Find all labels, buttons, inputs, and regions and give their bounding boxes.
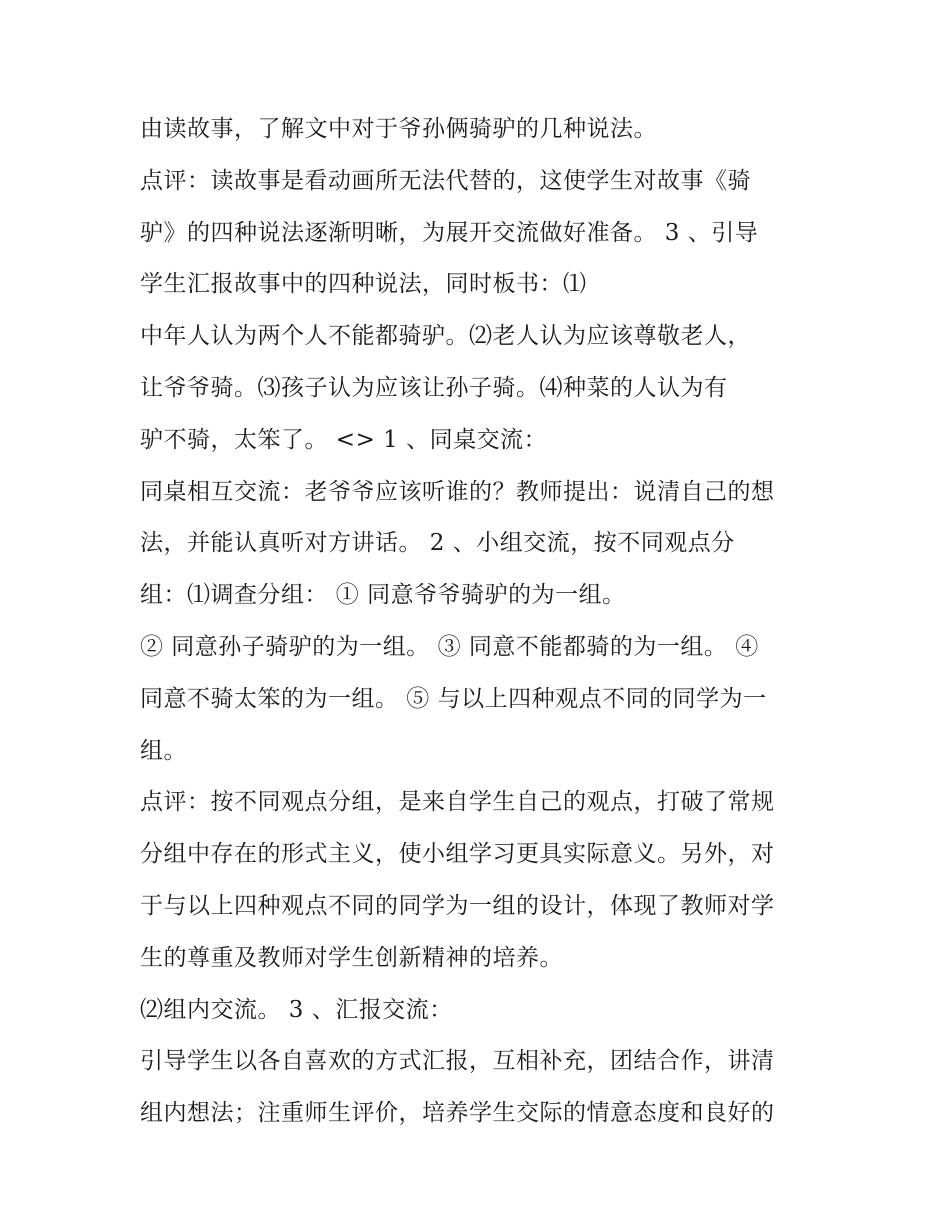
text-line: ⑵组内交流。 3 、汇报交流： (140, 996, 453, 1023)
text-line: 组。 (140, 737, 187, 764)
text-line: 驴不骑，太笨了。 <> 1 、同桌交流： (140, 426, 548, 453)
text-line: 组：⑴调查分组： ① 同意爷爷骑驴的为一组。 (140, 582, 626, 609)
text-line: ② 同意孙子骑驴的为一组。 ③ 同意不能都骑的为一组。 ④ (140, 633, 759, 660)
text-line: 学生汇报故事中的四种说法，同时板书：⑴ (140, 271, 587, 298)
text-line: 同意不骑太笨的为一组。 ⑤ 与以上四种观点不同的同学为一 (140, 685, 767, 712)
text-line: 让爷爷骑。⑶孩子认为应该让孙子骑。⑷种菜的人认为有 (140, 374, 728, 401)
text-line: 于与以上四种观点不同的同学为一组的设计，体现了教师对学 (140, 892, 775, 919)
document-body (140, 104, 820, 1140)
text-line: 引导学生以各自喜欢的方式汇报，互相补充，团结合作，讲清 (140, 1048, 775, 1075)
text-line: 点评：按不同观点分组，是来自学生自己的观点，打破了常规 (140, 789, 775, 816)
text-line: 由读故事，了解文中对于爷孙俩骑驴的几种说法。 (140, 116, 657, 142)
text-line: 分组中存在的形式主义，使小组学习更具实际意义。另外，对 (140, 841, 775, 868)
text-line: 同桌相互交流：老爷爷应该听谁的？教师提出：说清自己的想 (140, 478, 775, 505)
text-line: 法，并能认真听对方讲话。 2 、小组交流，按不同观点分 (140, 530, 735, 557)
text-line: 中年人认为两个人不能都骑驴。⑵老人认为应该尊敬老人， (140, 323, 751, 350)
text-line: 点评：读故事是看动画所无法代替的，这使学生对故事《骑 (140, 167, 751, 194)
text-line: 驴》的四种说法逐渐明晰，为展开交流做好准备。 3 、引导 (140, 219, 759, 246)
text-line: 生的尊重及教师对学生创新精神的培养。 (140, 944, 563, 971)
text-line: 组内想法；注重师生评价，培养学生交际的情意态度和良好的 (140, 1100, 775, 1127)
